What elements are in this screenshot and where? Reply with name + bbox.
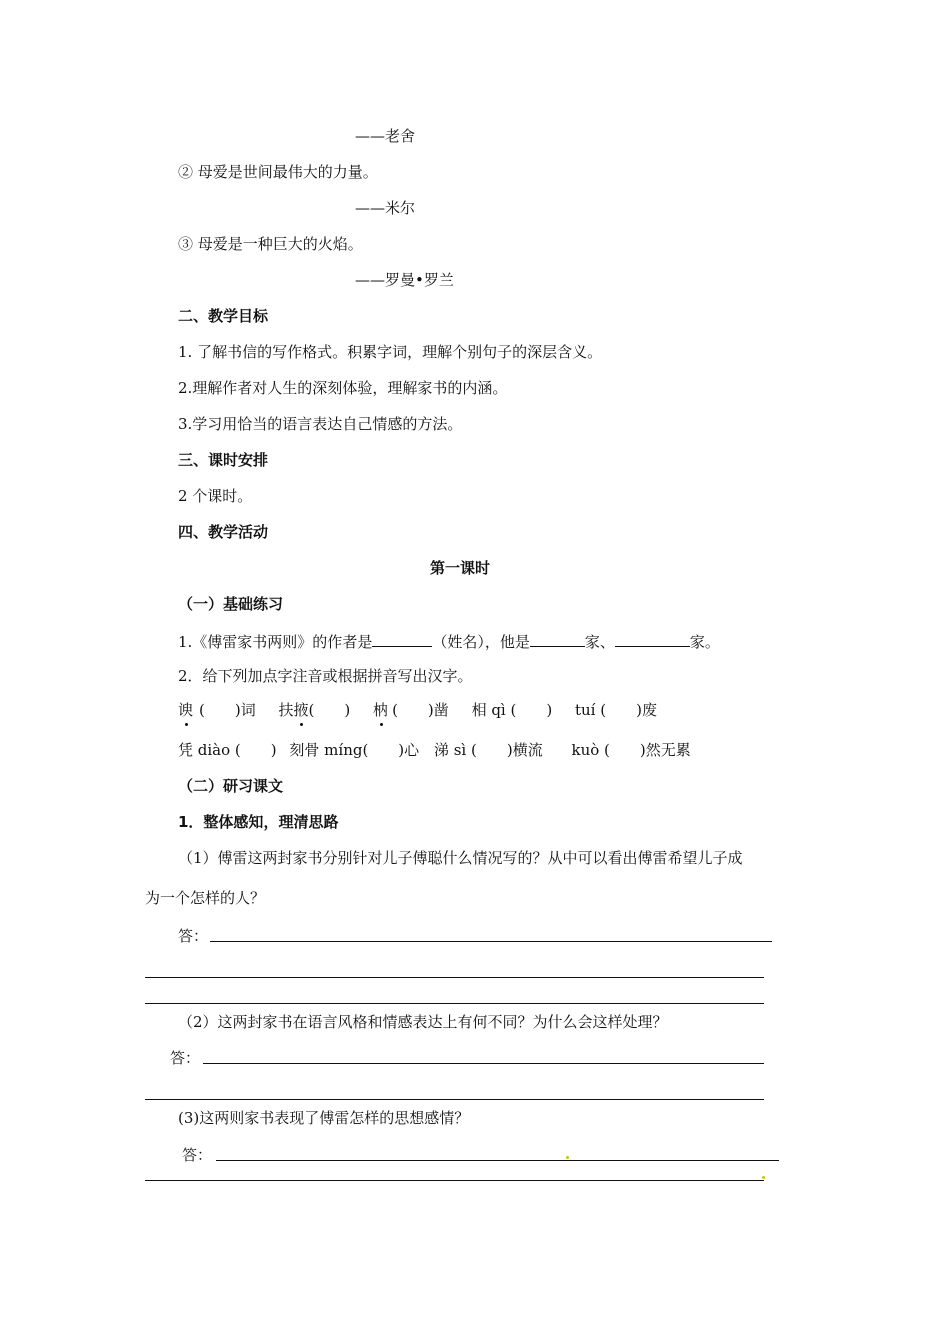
- goal-item-3: 3.学习用恰当的语言表达自己情感的方法。: [178, 415, 463, 433]
- quote-2: ② 母爱是世间最伟大的力量。: [178, 163, 378, 181]
- lesson-title: 第一课时: [430, 559, 491, 577]
- answer-label-2: 答：: [170, 1049, 201, 1067]
- study-question-2: （2）这两封家书在语言风格和情感表达上有何不同？为什么会这样处理？: [178, 1013, 668, 1031]
- section-heading-activities: 四、教学活动: [178, 523, 269, 541]
- dotted-char-rui: 枘: [373, 701, 389, 719]
- section-heading-goals: 二、教学目标: [178, 307, 269, 325]
- pinyin-item-kuoran: kuò ( )然无累: [571, 741, 691, 759]
- answer-line-3a[interactable]: [216, 1160, 779, 1161]
- answer-line-3b[interactable]: [145, 1180, 764, 1181]
- dotted-char-yu: 谀: [178, 701, 194, 719]
- pinyin-item-ruizao: ( )凿: [392, 701, 449, 719]
- quote-author-3: ——罗曼•罗兰: [355, 271, 454, 289]
- pinyin-item-pingdiao: 凭 diào ( ): [178, 741, 277, 759]
- study-heading: （二）研习课文: [178, 777, 284, 795]
- profession-blank-2[interactable]: [615, 630, 690, 647]
- q1-text-d: 家。: [689, 633, 720, 651]
- answer-label-1: 答：: [178, 927, 209, 945]
- pinyin-item-tuifei: tuí ( )废: [574, 701, 657, 719]
- schedule-content: 2 个课时。: [178, 487, 253, 505]
- q1-text-b: （姓名），他是: [432, 633, 530, 651]
- goal-item-2: 2.理解作者对人生的深刻体验，理解家书的内涵。: [178, 379, 508, 397]
- answer-label-3: 答：: [182, 1146, 213, 1164]
- pinyin-row-2: [178, 740, 691, 760]
- answer-line-1c[interactable]: [145, 1003, 764, 1004]
- pinyin-item-fu: 扶: [278, 701, 294, 719]
- study-question-1-line-1: （1）傅雷这两封家书分别针对儿子傅聪什么情况写的？从中可以看出傅雷希望儿子成: [178, 849, 743, 867]
- yellow-speck-2: [762, 1176, 765, 1179]
- quote-3: ③ 母爱是一种巨大的火焰。: [178, 235, 363, 253]
- answer-line-2b[interactable]: [145, 1099, 764, 1100]
- study-question-1-line-2: 为一个怎样的人？: [145, 889, 266, 907]
- pinyin-item-ye-blank: ( ): [308, 701, 351, 719]
- dotted-char-ye: 掖: [293, 701, 309, 719]
- answer-line-2a[interactable]: [203, 1063, 764, 1064]
- answer-line-1a[interactable]: [210, 941, 772, 942]
- goal-item-1: 1. 了解书信的写作格式。积累字词，理解个别句子的深层含义。: [178, 343, 603, 361]
- pinyin-row-1: [178, 700, 657, 720]
- section-heading-schedule: 三、课时安排: [178, 451, 269, 469]
- author-name-blank[interactable]: [372, 630, 432, 647]
- q1-text-a: 1.《傅雷家书两则》的作者是: [178, 633, 373, 651]
- profession-blank-1[interactable]: [530, 630, 585, 647]
- pinyin-item-keguming: 刻骨 míng( )心: [289, 741, 420, 759]
- basic-question-1: [178, 630, 720, 652]
- yellow-speck-1: [566, 1156, 569, 1159]
- quote-author-1: ——老舍: [355, 127, 416, 145]
- answer-line-1b[interactable]: [145, 977, 764, 978]
- study-question-3: (3)这两则家书表现了傅雷怎样的思想感情？: [178, 1109, 470, 1127]
- pinyin-item-yuci: ( )词: [199, 701, 256, 719]
- basic-practice-heading: （一）基础练习: [178, 595, 284, 613]
- study-sub-heading: 1．整体感知，理清思路: [178, 813, 339, 831]
- basic-question-2: 2．给下列加点字注音或根据拼音写出汉字。: [178, 667, 473, 685]
- pinyin-item-xiangqi: 相 qì ( ): [471, 701, 553, 719]
- quote-author-2: ——米尔: [355, 199, 416, 217]
- q1-text-c: 家、: [584, 633, 615, 651]
- pinyin-item-tisi: 涕 sì ( )横流: [433, 741, 543, 759]
